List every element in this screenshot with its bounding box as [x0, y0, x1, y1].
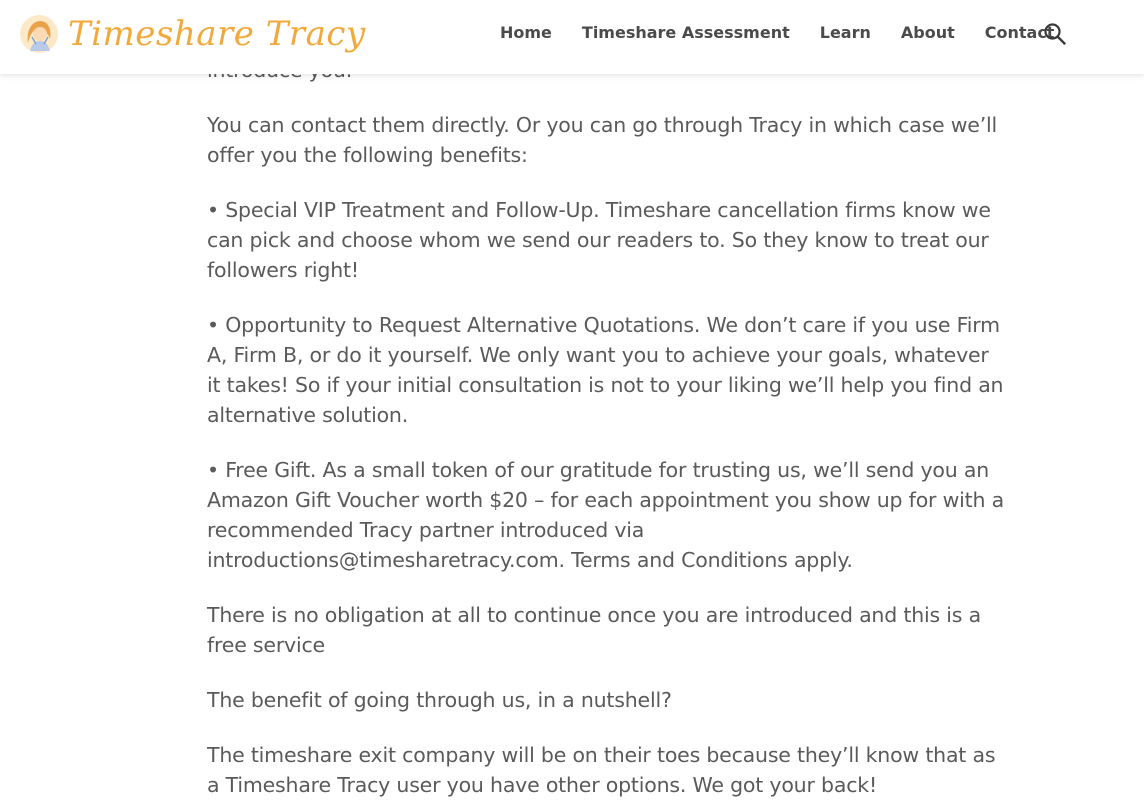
- site-logo[interactable]: [18, 10, 366, 58]
- nav-contact[interactable]: Contact: [984, 23, 1055, 42]
- search-icon: [1042, 21, 1068, 47]
- search-button[interactable]: [1042, 21, 1068, 47]
- paragraph-nutshell: The benefit of going through us, in a nutshell?: [207, 688, 672, 712]
- paragraph-benefit-gift: • Free Gift. As a small token of our gratitude for trusting us, we’ll send you an Amazon Gift Voucher worth $20 – for each appointment you show up for with a recommended Tracy partner introduced via introductions@timesharetracy.com. Terms and Conditions apply.: [207, 458, 1004, 572]
- brand-name: Timeshare Tracy: [68, 14, 366, 54]
- nav-home[interactable]: Home: [500, 23, 552, 42]
- paragraph-exit-company: The timeshare exit company will be on their toes because they’ll know that as a Timeshare Tracy user you have other options. We got your back!: [207, 743, 996, 797]
- nav-learn[interactable]: Learn: [819, 23, 871, 42]
- site-header: [0, 0, 1144, 74]
- tracy-avatar-icon: [18, 13, 60, 55]
- paragraph-benefit-vip: • Special VIP Treatment and Follow-Up. Timeshare cancellation firms know we can pick and choose whom we send our readers to. So they know to treat our followers right!: [207, 198, 991, 282]
- paragraph-contact: You can contact them directly. Or you can go through Tracy in which case we’ll offer you the following benefits:: [207, 113, 998, 167]
- nav-timeshare-assessment[interactable]: Timeshare Assessment: [581, 23, 790, 42]
- paragraph-benefit-quotations: • Opportunity to Request Alternative Quotations. We don’t care if you use Firm A, Firm B, or do it yourself. We only want you to achieve your goals, whatever it takes! So if your initial consultation is not to your liking we’ll help you find an alternative solution.: [207, 313, 1004, 427]
- article-body: [207, 55, 1007, 806]
- paragraph-no-obligation: There is no obligation at all to continue once you are introduced and this is a free service: [207, 603, 981, 657]
- nav-about[interactable]: About: [900, 23, 955, 42]
- main-nav: [500, 22, 1084, 44]
